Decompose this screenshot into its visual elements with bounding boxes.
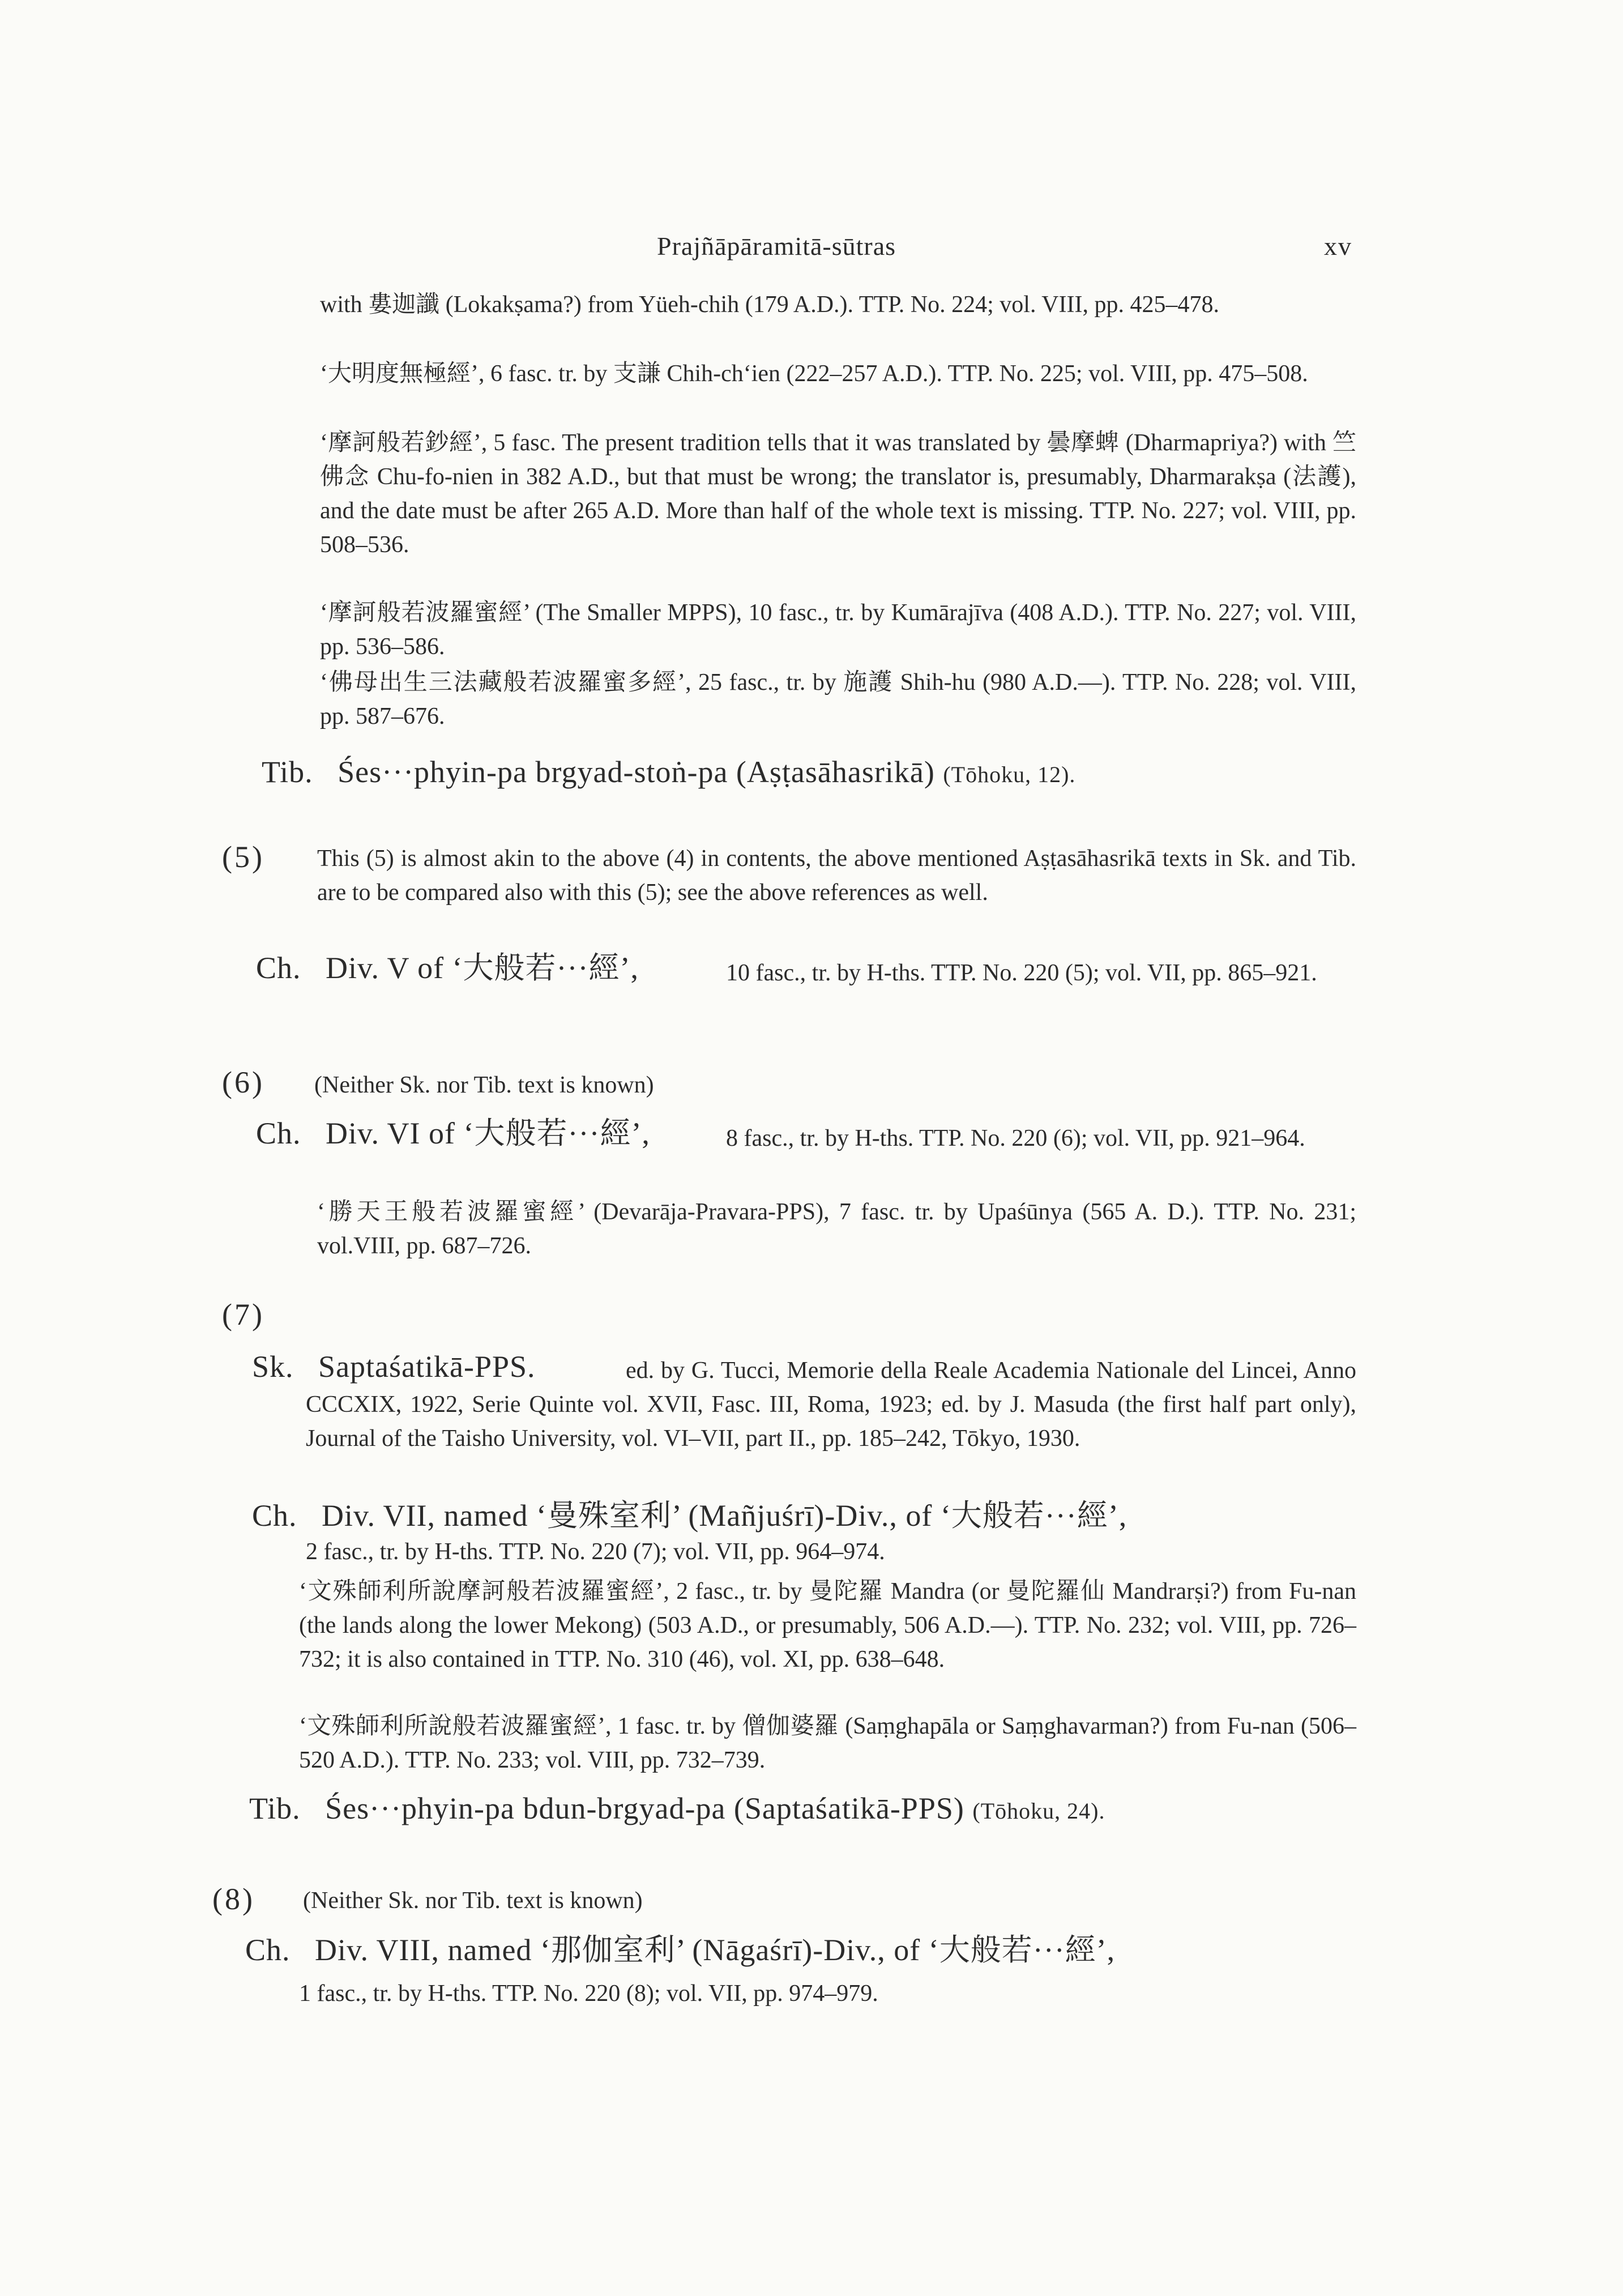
paragraph: with 婁迦讖 (Lokakṣama?) from Yüeh-chih (179 A.D.). TTP. No. 224; vol. VIII, pp. 425–478. bbox=[320, 292, 1220, 318]
ch-title: Div. VI of ‘大般若···經’, bbox=[326, 1116, 650, 1150]
ch-label: Ch. bbox=[256, 1116, 301, 1150]
section-number: (6) bbox=[222, 1065, 264, 1099]
paragraph: 10 fasc., tr. by H-ths. TTP. No. 220 (5); vol. VII, pp. 865–921. bbox=[726, 960, 1317, 986]
paragraph: ‘佛母出生三法藏般若波羅蜜多經’, 25 fasc., tr. by 施護 Shih-hu (980 A.D.—). TTP. No. 228; vol. VIII, pp. 587–676. bbox=[320, 669, 1356, 729]
running-title: Prajñāpāramitā-sūtras bbox=[657, 232, 896, 261]
tib-ref: (Tōhoku, 12). bbox=[943, 762, 1076, 787]
ch-title: Div. VII, named ‘曼殊室利’ (Mañjuśrī)-Div., of ‘大般若···經’, bbox=[322, 1499, 1127, 1533]
tib-label: Tib. bbox=[262, 755, 313, 789]
paragraph: 1 fasc., tr. by H-ths. TTP. No. 220 (8); vol. VII, pp. 974–979. bbox=[299, 1981, 878, 2007]
paragraph: ed. by G. Tucci, Memorie della Reale Academia Nationale del Lincei, Anno CCCXIX, 1922, Serie Quinte vol. XVII, Fasc. III, Roma, 1923; ed. by J. Masuda (the first half part only), Journal of the Taisho University, vol. VI–VII, part II., pp. 185–242, Tōkyo, 1930. bbox=[306, 1358, 1356, 1452]
paragraph: ‘大明度無極經’, 6 fasc. tr. by 支謙 Chih-ch‘ien (222–257 A.D.). TTP. No. 225; vol. VIII, pp. 475–508. bbox=[320, 361, 1308, 387]
ch-label: Ch. bbox=[245, 1933, 291, 1967]
ch-label: Ch. bbox=[252, 1499, 297, 1533]
paragraph: ‘摩訶般若鈔經’, 5 fasc. The present tradition tells that it was translated by 曇摩蜱 (Dharmapriya?) with 竺佛念 Chu-fo-nien in 382 A.D., but that must be wrong; the translator is, presumably, Dharmarakṣa (法護), and the date must be after 265 A.D. More than half of the whole text is missing. TTP. No. 227; vol. VIII, pp. 508–536. bbox=[320, 430, 1356, 558]
paragraph: 8 fasc., tr. by H-ths. TTP. No. 220 (6); vol. VII, pp. 921–964. bbox=[726, 1125, 1305, 1151]
tib-text: Śes···phyin-pa bdun-brgyad-pa (Saptaśatikā-PPS) bbox=[325, 1791, 964, 1825]
ch-line bbox=[256, 1116, 650, 1151]
paragraph: (Neither Sk. nor Tib. text is known) bbox=[303, 1888, 643, 1914]
tib-ref: (Tōhoku, 24). bbox=[972, 1798, 1105, 1824]
tib-line bbox=[262, 754, 1075, 792]
ch-title: Div. V of ‘大般若···經’, bbox=[326, 951, 639, 985]
tib-label: Tib. bbox=[249, 1791, 301, 1825]
tib-line bbox=[249, 1791, 1105, 1829]
paragraph: ‘勝天王般若波羅蜜經’ (Devarāja-Pravara-PPS), 7 fasc. tr. by Upaśūnya (565 A. D.). TTP. No. 231; vol.VIII, pp. 687–726. bbox=[317, 1199, 1356, 1259]
paragraph: 2 fasc., tr. by H-ths. TTP. No. 220 (7); vol. VII, pp. 964–974. bbox=[306, 1539, 885, 1565]
paragraph: (Neither Sk. nor Tib. text is known) bbox=[314, 1072, 654, 1098]
sk-title: Saptaśatikā-PPS. bbox=[318, 1350, 536, 1384]
paragraph: This (5) is almost akin to the above (4) in contents, the above mentioned Aṣṭasāhasrikā texts in Sk. and Tib. are to be compared also with this (5); see the above references as well. bbox=[317, 846, 1356, 906]
tib-text: Śes···phyin-pa brgyad-stoṅ-pa (Aṣṭasāhasrikā) bbox=[338, 755, 935, 789]
section-number: (8) bbox=[212, 1882, 255, 1916]
section-number: (7) bbox=[222, 1298, 264, 1331]
ch-label: Ch. bbox=[256, 951, 301, 985]
paragraph: ‘文殊師利所說般若波羅蜜經’, 1 fasc. tr. by 僧伽婆羅 (Saṃghapāla or Saṃghavarman?) from Fu-nan (506–520 A.D.). TTP. No. 233; vol. VIII, pp. 732–739. bbox=[299, 1713, 1356, 1773]
section-number: (5) bbox=[222, 840, 264, 874]
page-number: xv bbox=[1324, 232, 1352, 261]
paragraph: ‘摩訶般若波羅蜜經’ (The Smaller MPPS), 10 fasc., tr. by Kumārajīva (408 A.D.). TTP. No. 227; vol. VIII, pp. 536–586. bbox=[320, 600, 1356, 660]
ch-line bbox=[245, 1932, 1356, 1968]
ch-title: Div. VIII, named ‘那伽室利’ (Nāgaśrī)-Div., of ‘大般若···經’, bbox=[315, 1933, 1116, 1967]
sk-label: Sk. bbox=[252, 1350, 294, 1384]
ch-line bbox=[252, 1498, 1127, 1533]
paragraph: ‘文殊師利所說摩訶般若波羅蜜經’, 2 fasc., tr. by 曼陀羅 Mandra (or 曼陀羅仙 Mandrarṣi?) from Fu-nan (the lands along the lower Mekong) (503 A.D., or presumably, 506 A.D.—). TTP. No. 232; vol. VIII, pp. 726–732; it is also contained in TTP. No. 310 (46), vol. XI, pp. 638–648. bbox=[299, 1578, 1356, 1672]
